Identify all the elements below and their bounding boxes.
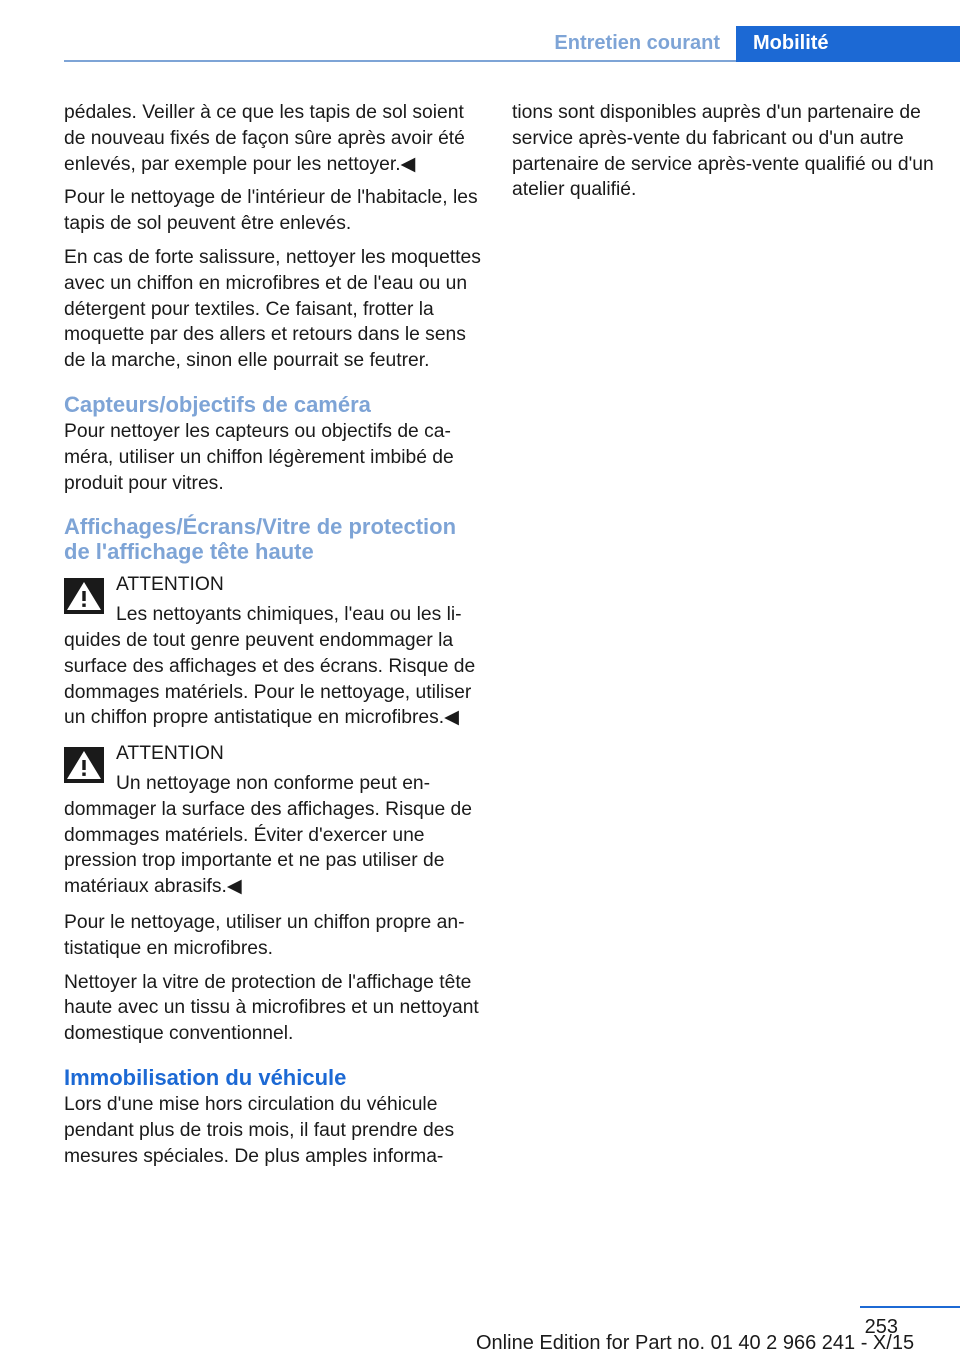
header-chapter-tab[interactable]: Mobilité [736, 26, 960, 62]
paragraph-sensors-cleaning: Pour nettoyer les capteurs ou objectifs de caméra, utiliser un chiffon légèrement imbibé de produit pour vitres. [64, 420, 454, 494]
heading-displays: Affichages/Écrans/Vitre de protection de l'affichage tête haute [64, 514, 457, 565]
warning-triangle-icon [64, 747, 104, 783]
warning-text: Un nettoyage non conforme peut endommager la surface des affichages. Risque de dommages matériels. Éviter d'exercer une pression trop importante et ne pas utiliser de matériaux abrasifs.◀ [64, 772, 472, 898]
warning-label: ATTENTION [116, 743, 224, 765]
paragraph-display-cleaning: Pour le nettoyage, utiliser un chiffon propre antistatique en microfibres. [64, 911, 465, 959]
paragraph-floor-mats-fixing: pédales. Veiller à ce que les tapis de sol soient de nouveau fixés de façon sûre après avoir été enlevés, par exemple pour les nettoyer.◀ [64, 102, 465, 175]
footer-line [860, 1306, 960, 1308]
warning-triangle-icon [64, 578, 104, 614]
paragraph-immobilisation: Lors d'une mise hors circulation du véhicule pendant plus de trois mois, il faut prendre des mesures spéciales. De plus amples informa- [64, 1093, 455, 1167]
footer-edition: Online Edition for Part no. 01 40 2 966 241 - X/15 [476, 1332, 915, 1354]
paragraph-floor-mats-removal: Pour le nettoyage de l'intérieur de l'habitacle, les tapis de sol peuvent être enlevés. [64, 187, 478, 235]
warning-text: Les nettoyants chimiques, l'eau ou les liquides de tout genre peuvent endommager la surface des affichages et des écrans. Risque de dommages matériels. Pour le nettoyage, utiliser un chiffon propre antistatique en microfibres.◀ [64, 604, 476, 729]
heading-sensors-cameras: Capteurs/objectifs de caméra [64, 391, 371, 417]
warning-box-chemical-cleaners [64, 572, 484, 731]
right-column [512, 100, 934, 211]
paragraph-immobilisation-continued: tions sont disponibles auprès d'un partenaire de service après-vente du fabricant ou d'un autre partenaire de service après-vente qualifié ou d'un atelier qualifié. [512, 102, 934, 201]
paragraph-carpet-cleaning: En cas de forte salissure, nettoyer les moquettes avec un chiffon en microfibres et de l'eau ou un détergent pour textiles. Ce faisant, frotter la moquette par des allers et retours dans le sens de la marche, sinon elle pourrait se feutrer. [64, 246, 481, 372]
left-column [64, 100, 484, 1177]
heading-immobilisation: Immobilisation du véhicule [64, 1064, 347, 1090]
warning-box-improper-cleaning [64, 741, 484, 900]
page-number: 253 [864, 1316, 898, 1338]
header-section-tab[interactable]: Entretien courant [554, 32, 720, 54]
warning-label: ATTENTION [116, 574, 224, 596]
paragraph-hud-cleaning: Nettoyer la vitre de protection de l'affichage tête haute avec un tissu à microfibres et un nettoyant domestique conventionnel. [64, 971, 479, 1045]
